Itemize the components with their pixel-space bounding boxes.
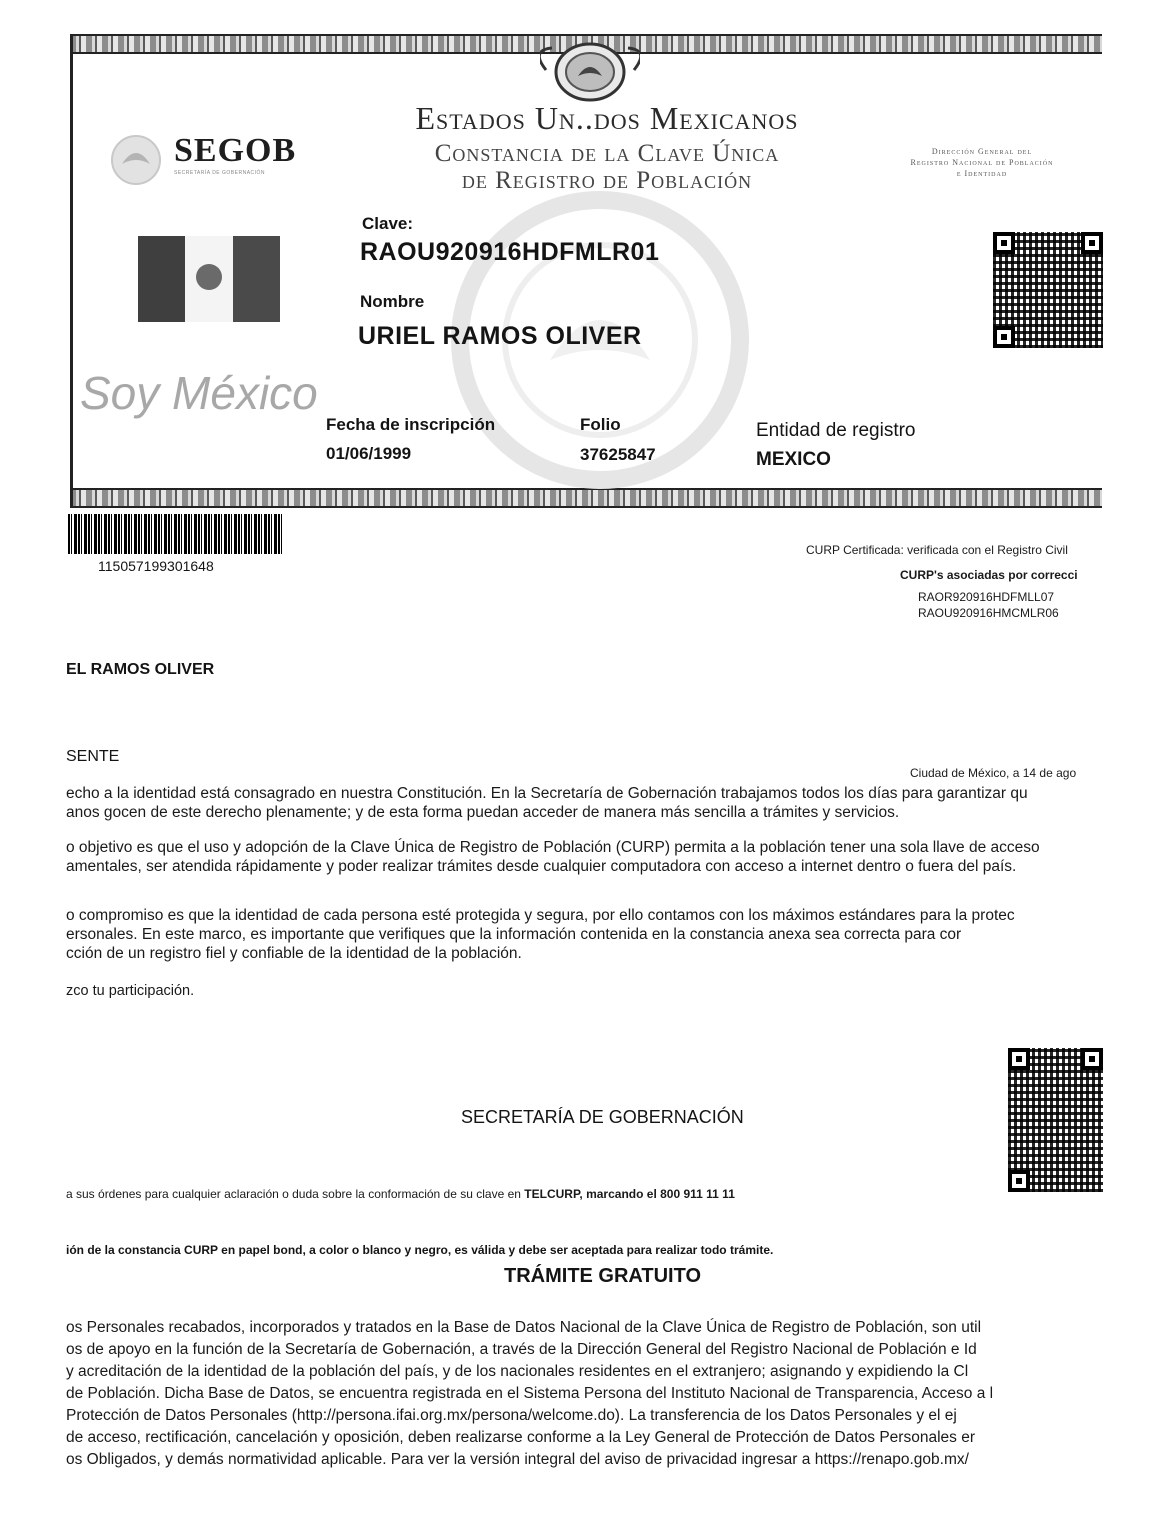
privacy-line-7: os Obligados, y demás normatividad aplicable. Para ver la versión integral del aviso de privacidad ingresar a https://renapo.gob.mx/ bbox=[66, 1451, 969, 1468]
privacy-line-2: os de apoyo en la función de la Secretaría de Gobernación, a través de la Dirección General del Registro Nacional de Población e Id bbox=[66, 1341, 977, 1358]
letter-salutation: SENTE bbox=[66, 748, 120, 765]
slogan: Soy México bbox=[80, 367, 318, 419]
issuing-agency-line3: e Identidad bbox=[956, 169, 1008, 178]
paragraph-1-line-2: anos gocen de este derecho plenamente; y de esta forma puedan acceder de manera más sencilla a trámites y servicios. bbox=[66, 804, 900, 821]
privacy-line-3: y acreditación de la identidad de la población del país, y de los nacionales residentes en el extranjero; asignando y expidiendo la Cl bbox=[66, 1363, 969, 1380]
issuing-agency-line1: Dirección General del bbox=[931, 147, 1033, 156]
barcode-number: 115057199301648 bbox=[98, 558, 214, 574]
privacy-line-1: os Personales recabados, incorporados y tratados en la Base de Datos Nacional de la Clave Única de Registro de Población, son util bbox=[66, 1319, 982, 1336]
letter-addressee: EL RAMOS OLIVER bbox=[66, 661, 215, 678]
country-heading: Estados Un..dos Mexicanos bbox=[415, 100, 799, 136]
associated-curps-label: CURP's asociadas por correcci bbox=[900, 568, 1078, 582]
paragraph-3-line-3: cción de un registro fiel y confiable de la identidad de la población. bbox=[66, 945, 522, 962]
privacy-line-5: Protección de Datos Personales (http://persona.ifai.org.mx/persona/welcome.do). La transferencia de los Datos Personales y el ej bbox=[66, 1407, 957, 1424]
curp-certified-note: CURP Certificada: verificada con el Registro Civil bbox=[806, 543, 1068, 557]
segob-logo-text: SEGOB bbox=[174, 132, 297, 169]
folio-label: Folio bbox=[580, 415, 621, 434]
fecha-value: 01/06/1999 bbox=[326, 444, 412, 463]
clave-label: Clave: bbox=[362, 214, 414, 233]
telcurp-prefix: a sus órdenes para cualquier aclaración o duda sobre la conformación de su clave en bbox=[66, 1187, 521, 1201]
qr-code-bottom-icon bbox=[1008, 1048, 1103, 1192]
issuing-agency-line2: Registro Nacional de Población bbox=[910, 158, 1054, 167]
entidad-label: Entidad de registro bbox=[756, 420, 916, 441]
issuing-agency-block bbox=[866, 146, 1098, 179]
nombre-value: URIEL RAMOS OLIVER bbox=[358, 322, 642, 350]
associated-curp-1: RAOR920916HDFMLL07 bbox=[918, 590, 1055, 604]
left-frame-line bbox=[70, 34, 73, 506]
letter-signature: SECRETARÍA DE GOBERNACIÓN bbox=[461, 1107, 744, 1127]
nombre-label: Nombre bbox=[360, 292, 425, 311]
segob-eagle-icon bbox=[108, 134, 164, 186]
qr-code-icon bbox=[993, 232, 1103, 348]
telcurp-phone: TELCURP, marcando el 800 911 11 11 bbox=[524, 1187, 735, 1201]
document-title-line1: Constancia de la Clave Única bbox=[434, 140, 780, 167]
privacy-line-4: de Población. Dicha Base de Datos, se encuentra registrada en el Sistema Persona del Instituto Nacional de Transparencia, Acceso a l bbox=[66, 1385, 994, 1402]
folio-value: 37625847 bbox=[580, 445, 656, 464]
free-procedure-title: TRÁMITE GRATUITO bbox=[504, 1265, 702, 1287]
fecha-label: Fecha de inscripción bbox=[326, 415, 496, 434]
validity-note: ión de la constancia CURP en papel bond, a color o blanco y negro, es válida y debe ser aceptada para realizar todo trámite. bbox=[66, 1243, 774, 1257]
mexican-flag-icon bbox=[138, 236, 280, 322]
paragraph-1-line-1: echo a la identidad está consagrado en nuestra Constitución. En la Secretaría de Gobernación trabajamos todos los días para garantizar qu bbox=[66, 785, 1028, 802]
national-seal-icon bbox=[540, 40, 640, 104]
privacy-line-6: de acceso, rectificación, cancelación y oposición, deben realizarse conforme a la Ley General de Protección de Datos Personales er bbox=[66, 1429, 975, 1446]
letter-closing: zco tu participación. bbox=[66, 983, 195, 999]
telcurp-line bbox=[66, 1187, 735, 1201]
entidad-value: MEXICO bbox=[756, 449, 831, 470]
segob-logo-subtitle: SECRETARÍA DE GOBERNACIÓN bbox=[174, 170, 266, 176]
paragraph-2-line-2: amentales, ser atendida rápidamente y poder realizar trámites desde cualquier computadora con acceso a internet dentro o fuera del país. bbox=[66, 858, 1017, 875]
paragraph-2-line-1: o objetivo es que el uso y adopción de la Clave Única de Registro de Población (CURP) permita a la población tener una sola llave de acceso bbox=[66, 839, 1040, 856]
paragraph-3-line-2: ersonales. En este marco, es importante que verifiques que la información contenida en la constancia anexa sea correcta para cor bbox=[66, 926, 962, 943]
associated-curp-2: RAOU920916HMCMLR06 bbox=[918, 606, 1059, 620]
barcode bbox=[68, 514, 284, 554]
letter-place-date: Ciudad de México, a 14 de ago bbox=[910, 766, 1077, 780]
bottom-decorative-border bbox=[70, 488, 1102, 508]
document-title-line2: de Registro de Población bbox=[461, 167, 753, 194]
paragraph-3-line-1: o compromiso es que la identidad de cada persona esté protegida y segura, por ello contamos con los máximos estándares para la protec bbox=[66, 907, 1015, 924]
clave-value: RAOU920916HDFMLR01 bbox=[360, 238, 660, 266]
